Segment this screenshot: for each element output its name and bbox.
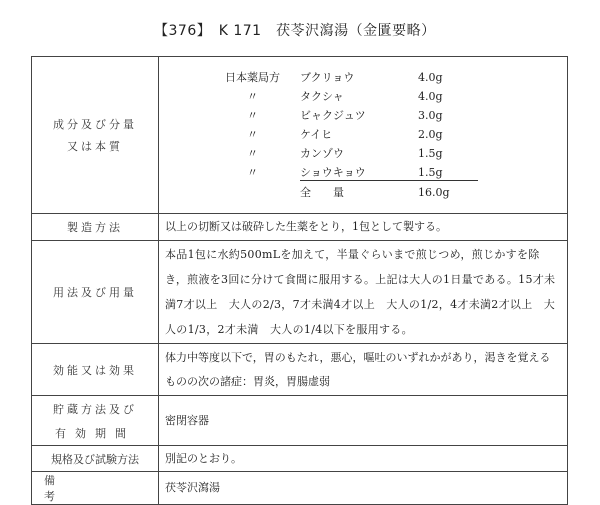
ingredient-source: 〃 [247,146,258,160]
label-efficacy: 効能又は効果 [32,344,159,396]
text-efficacy: 体力中等度以下で，胃のもたれ，悪心，嘔吐のいずれかがあり，渇きを覚えるものの次の諸症：胃炎，胃腸虚弱 [159,344,568,396]
ingredient-source: 日本薬局方 [225,70,280,84]
label-composition [32,57,159,214]
total-label: 全 量 [300,185,344,199]
label-line: 有効期間 [55,426,135,440]
ingredient-amount: 1.5g [418,146,443,160]
ingredient-name: ショウキョウ [300,166,418,181]
ingredient-amount: 4.0g [418,89,443,103]
row-remarks [32,472,568,505]
ingredient-amount: 3.0g [418,108,443,122]
ingredient-source: 〃 [247,127,258,141]
text-manufacture: 以上の切断又は破砕した生薬をとり，1包として製する。 [159,214,568,241]
label-line: 成分及び分量 [53,118,137,131]
row-efficacy [32,344,568,396]
text-storage: 密閉容器 [159,396,568,446]
ingredient-amount: 4.0g [418,70,443,84]
label-line: 又は本質 [67,140,123,153]
ingredient-name: ブクリョウ [300,70,355,84]
row-manufacture [32,214,568,241]
ingredient-name: ケイヒ [300,127,333,141]
ingredient-source: 〃 [247,108,258,122]
ingredient-source: 〃 [247,165,258,179]
row-composition [32,57,568,214]
row-dosage [32,241,568,344]
label-manufacture: 製造方法 [32,214,159,241]
row-spec [32,446,568,472]
ingredient-name: タクシャ [300,89,344,103]
ingredient-list [159,57,568,214]
ingredient-name: カンゾウ [300,146,344,160]
label-remarks: 備考 [32,472,159,505]
label-line: 貯蔵方法及び [53,402,137,416]
total-amount: 16.0g [418,185,450,199]
spacer [205,186,300,200]
text-remarks: 茯苓沢瀉湯 [159,472,568,505]
ingredient-name: ビャクジュツ [300,108,366,122]
ingredient-amount: 1.5g [418,166,478,181]
text-spec: 別記のとおり。 [159,446,568,472]
label-dosage: 用法及び用量 [32,241,159,344]
monograph-table [31,56,568,505]
ingredient-source: 〃 [247,89,258,103]
text-dosage: 本品1包に水約500mLを加えて，半量ぐらいまで煎じつめ，煎じかすを除き，煎液を3回に分けて食間に服用する。上記は大人の1日量である。15才未満7才以上 大人の2/3，7才未満4才以上 大人の1/2，4才未満2才以上 大人の1/3，2才未満 大人の1/4以下を服用する。 [159,241,568,344]
row-storage [32,396,568,446]
page-title: 【376】 K 171 茯苓沢瀉湯（金匱要略） [154,23,436,39]
label-storage [32,396,159,446]
ingredient-amount: 2.0g [418,127,443,141]
label-spec: 規格及び試験方法 [32,446,159,472]
